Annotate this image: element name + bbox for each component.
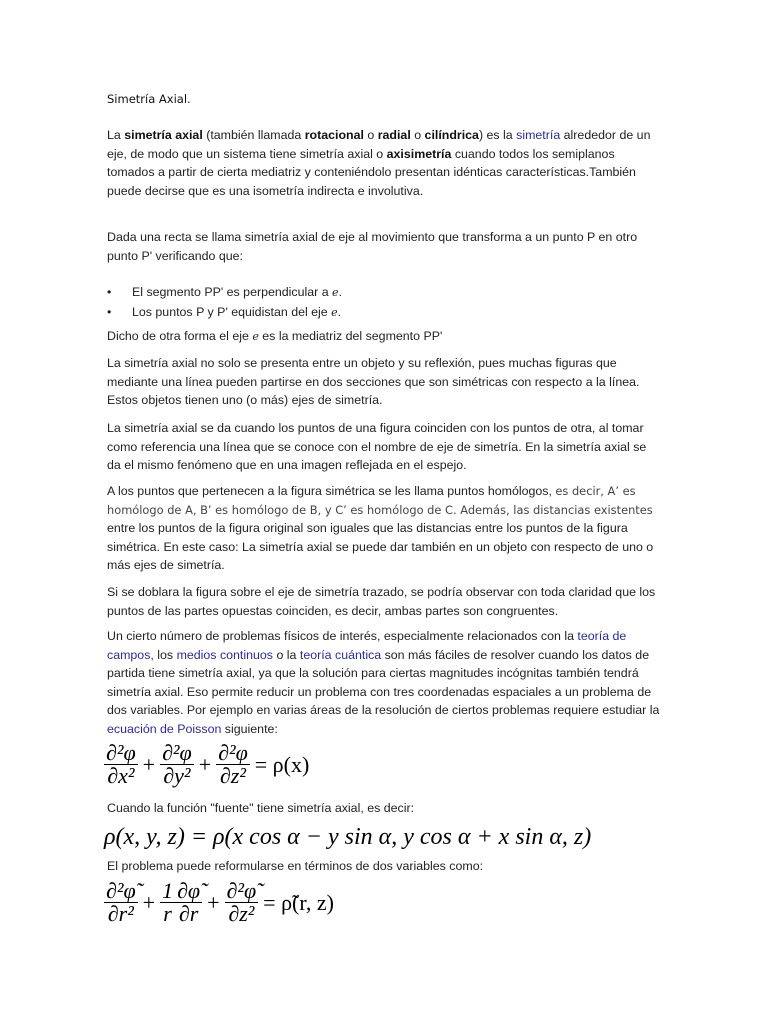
- link-ecuacion-de-poisson[interactable]: ecuación de Poisson: [107, 721, 222, 736]
- paragraph-coinciden: La simetría axial se da cuando los puntos de una figura coinciden con los puntos de otra, al tomar como referencia una línea que se conoce con el nombre de eje de simetría. En la simetría axial se da el mismo fenómeno que en una imagen reflejada en el espejo.: [107, 421, 647, 473]
- paragraph-reformular: El problema puede reformularse en términos de dos variables como:: [107, 859, 484, 873]
- link-teoria-de-campos[interactable]: teoría de campos: [107, 629, 627, 662]
- term-axisimetria: axisimetría: [386, 146, 452, 161]
- section-title: Simetría Axial.: [107, 92, 191, 106]
- paragraph-fuente: Cuando la función "fuente" tiene simetría axial, es decir:: [107, 801, 415, 815]
- equation-rho: ρ(x, y, z) = ρ(x cos α − y sin α, y cos α + x sin α, z): [104, 824, 592, 850]
- paragraph-problemas: Un cierto número de problemas físicos de interés, especialmente relacionados con la teoría de campos, los medios continuos o la teoría cuántica son más fáciles de resolver cuando los datos de partida tiene simetría axial, ya que la solución para ciertas magnitudes incógnitas también tendrá simetría axial. Eso permite reducir un problema con tres coordenadas espaciales a un problema de dos variables. Por ejemplo en varias áreas de la resolución de ciertos problemas requiere estudiar la ecuación de Poisson siguiente:: [107, 629, 660, 736]
- paragraph-mediatriz: Dicho de otra forma el eje e es la mediatriz del segmento PP': [107, 329, 443, 343]
- list-item: • El segmento PP' es perpendicular a e.: [107, 283, 663, 303]
- link-simetria[interactable]: simetría: [516, 128, 561, 142]
- paragraph-reflexion: La simetría axial no solo se presenta entre un objeto y su reflexión, pues muchas figuras que mediante una línea pueden partirse en dos secciones que son simétricas con respecto a la línea. Estos objetos tienen uno (o más) ejes de simetría.: [107, 356, 640, 408]
- equation-reformulada: $\frac{\text{∂²φ̃}}{\text{∂r²}}$ + $\frac{1}{r}$ $\frac{\partial\varphĩ}{\partial r}$ + $\frac{\text{∂²φ̃}}{\text{∂z²}}$ = ρ̃(r, z): [106, 878, 334, 926]
- equation-poisson: $\frac{\text{∂²φ}}{\text{∂x²}}$ + $\frac{\text{∂²φ}}{\text{∂y²}}$ + $\frac{\text{∂²φ}}{\text{∂z²}}$ = ρ(x): [106, 740, 310, 788]
- conditions-list: [107, 283, 663, 322]
- term-radial: radial: [377, 128, 411, 142]
- term-cilindrica: cilíndrica: [424, 128, 479, 142]
- paragraph-homologos: A los puntos que pertenecen a la figura simétrica se les llama puntos homólogos, es decir, A’ es homólogo de A, B’ es homólogo de B, y C’ es homólogo de C. Además, las distancias existentes entre los puntos de la figura original son iguales que las distancias entre los puntos de la figura simétrica. En este caso: La simetría axial se puede dar también en un objeto con respecto de uno o más ejes de simetría.: [107, 484, 654, 573]
- paragraph-definition: La simetría axial (también llamada rotacional o radial o cilíndrica) es la simetría alrededor de un eje, de modo que un sistema tiene simetría axial o axisimetría cuando todos los semiplanos tomados a partir de cierta mediatriz y conteniéndolo presentan idénticas características.También puede decirse que es una isometría indirecta e involutiva.: [107, 128, 651, 198]
- term-rotacional: rotacional: [304, 128, 364, 142]
- bullet-icon: •: [107, 285, 112, 299]
- link-medios-continuos[interactable]: medios continuos: [176, 647, 273, 662]
- paragraph-doblar: Si se doblara la figura sobre el eje de simetría trazado, se podría observar con toda claridad que los puntos de las partes opuestas coinciden, es decir, ambas partes son congruentes.: [107, 585, 656, 618]
- term-simetria-axial: simetría axial: [124, 128, 203, 142]
- link-teoria-cuantica[interactable]: teoría cuántica: [299, 647, 382, 662]
- bullet-icon: •: [107, 304, 112, 319]
- paragraph-recta: Dada una recta se llama simetría axial de eje al movimiento que transforma a un punto P en otro punto P' verificando que:: [107, 230, 638, 263]
- list-item: • Los puntos P y P' equidistan del eje e.: [107, 303, 663, 323]
